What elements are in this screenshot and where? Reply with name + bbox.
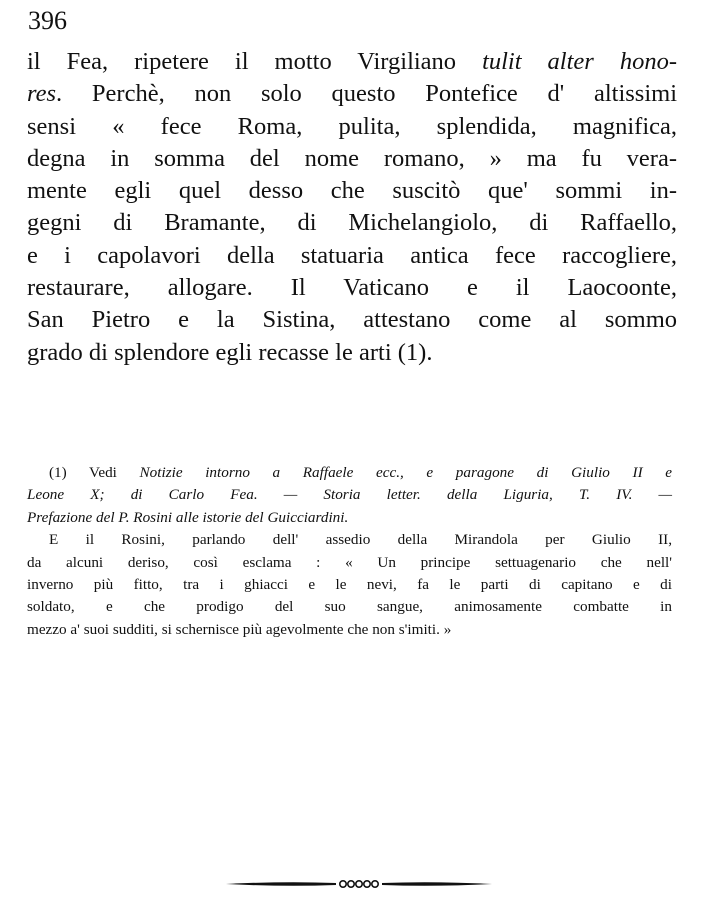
text-line: restaurare, allogare. Il Vaticano e il Laocoonte, [27, 274, 677, 302]
text-line: mente egli quel desso che suscitò que' sommi in- [27, 177, 677, 205]
footnote-line: Leone X; di Carlo Fea. — Storia letter. della Liguria, T. IV. — [27, 486, 672, 504]
main-text [27, 46, 677, 369]
footnote-line: (1) Vedi Notizie intorno a Raffaele ecc., e paragone di Giulio II e [49, 464, 672, 481]
text-line: sensi « fece Roma, pulita, splendida, magnifica, [27, 112, 677, 140]
footnote-line: E il Rosini, parlando dell' assedio della Mirandola per Giulio II, [49, 531, 672, 549]
text-line: res. Perchè, non solo questo Pontefice d' altissimi [27, 80, 677, 108]
text-line: San Pietro e la Sistina, attestano come al sommo [27, 306, 677, 334]
footnote-line: soldato, e che prodigo del suo sangue, animosamente combatte in [27, 598, 672, 616]
footnotes [27, 462, 672, 641]
text-line: e i capolavori della statuaria antica fece raccogliere, [27, 241, 677, 269]
text-line: il Fea, ripetere il motto Virgiliano tulit alter hono- [27, 48, 677, 75]
ornament-rule [224, 877, 494, 891]
page-number: 396 [28, 6, 67, 35]
footnote-line: Prefazione del P. Rosini alle istorie del Guicciardini. [27, 508, 349, 526]
text-line: grado di splendore egli recasse le arti (1). [27, 338, 433, 366]
text-line: gegni di Bramante, di Michelangiolo, di Raffaello, [27, 209, 677, 237]
footnote-line: da alcuni deriso, così esclama : « Un principe settuagenario che nell' [27, 553, 672, 571]
footnote-line: mezzo a' suoi sudditi, si schernisce più agevolmente che non s'imiti. » [27, 620, 452, 638]
text-line: degna in somma del nome romano, » ma fu vera- [27, 144, 677, 172]
footnote-line: inverno più fitto, tra i ghiacci e le nevi, fa le parti di capitano e di [27, 576, 672, 594]
